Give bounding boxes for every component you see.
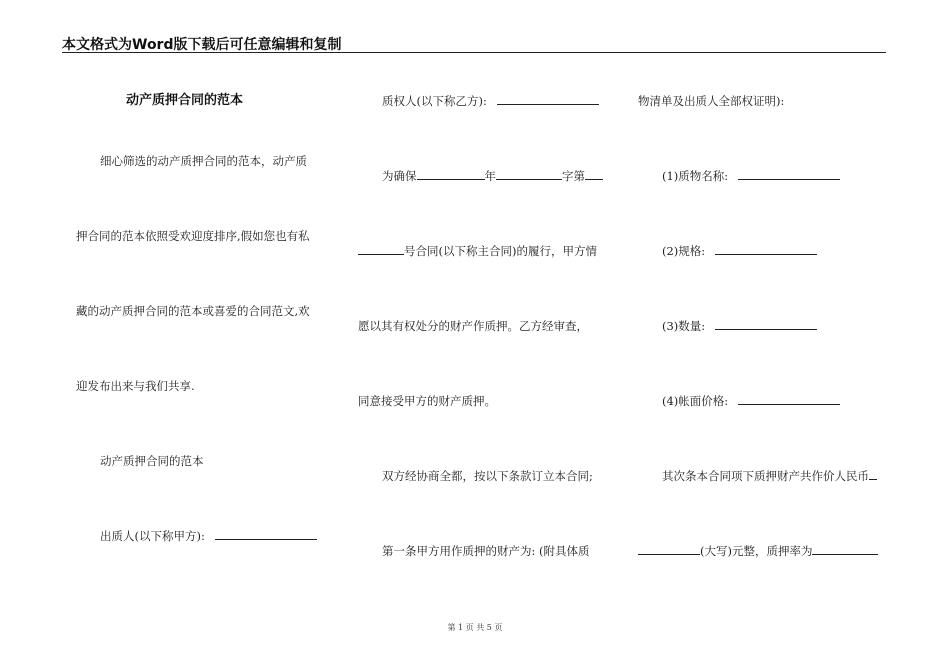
page-footer: 第 1 页 共 5 页 (447, 623, 503, 632)
spec-blank (715, 244, 817, 255)
article-2-line (662, 469, 877, 483)
pledgor-line (100, 529, 317, 543)
contract-line (358, 244, 597, 258)
year-blank (417, 169, 485, 180)
spec-line (662, 244, 817, 258)
price-blank (738, 394, 840, 405)
number-blank (585, 169, 603, 180)
item-name-blank (738, 169, 840, 180)
intro-line-1: 细心筛选的动产质押合同的范本，动产质 (100, 154, 307, 168)
contract-text: 号合同(以下称主合同)的履行，甲方情 (404, 244, 597, 258)
pledgee-line (382, 94, 599, 108)
pledgee-blank (497, 94, 599, 105)
body-line-6: 双方经协商全都，按以下条款订立本合同; (382, 469, 593, 483)
body-line-5: 同意接受甲方的财产质押。 (358, 394, 496, 408)
pledgor-blank (215, 529, 317, 540)
pledge-rate-text: (大写)元整，质押率为 (700, 544, 813, 558)
article-2-text: 其次条本合同项下质押财产共作价人民币 (662, 469, 869, 483)
col3-line-1: 物清单及出质人全部权证明): (638, 94, 785, 108)
price-line (662, 394, 840, 408)
pledgee-label: 质权人(以下称乙方): (382, 94, 487, 108)
guarantee-text-c: 字第 (562, 169, 585, 183)
header-divider (62, 52, 886, 53)
item-name-line (662, 169, 840, 183)
pledgor-label: 出质人(以下称甲方): (100, 529, 205, 543)
spec-label: (2)规格: (662, 244, 706, 258)
amount-blank-start (869, 469, 877, 480)
intro-line-3: 藏的动产质押合同的范本或喜爱的合同范文,欢 (76, 304, 310, 318)
document-header: 本文格式为Word版下载后可任意编辑和复制 (62, 37, 342, 53)
contract-no-blank (358, 244, 404, 255)
guarantee-text-a: 为确保 (382, 169, 417, 183)
guarantee-line (382, 169, 603, 183)
intro-line-2: 押合同的范本依照受欢迎度排序,假如您也有私 (76, 229, 310, 243)
amount-blank (638, 544, 700, 555)
pledge-rate-line (638, 544, 878, 558)
document-title: 动产质押合同的范本 (126, 93, 244, 108)
price-label: (4)帐面价格: (662, 394, 729, 408)
contract-subtitle: 动产质押合同的范本 (100, 454, 204, 468)
intro-line-4: 迎发布出来与我们共享. (76, 379, 195, 393)
guarantee-text-b: 年 (484, 169, 496, 183)
ref-blank (496, 169, 562, 180)
quantity-label: (3)数量: (662, 319, 706, 333)
quantity-blank (715, 319, 817, 330)
pledge-rate-blank (812, 544, 878, 555)
article-1-line: 第一条甲方用作质押的财产为: (附具体质 (382, 544, 590, 558)
quantity-line (662, 319, 817, 333)
item-name-label: (1)质物名称: (662, 169, 729, 183)
body-line-4: 愿以其有权处分的财产作质押。乙方经审查， (358, 319, 588, 333)
